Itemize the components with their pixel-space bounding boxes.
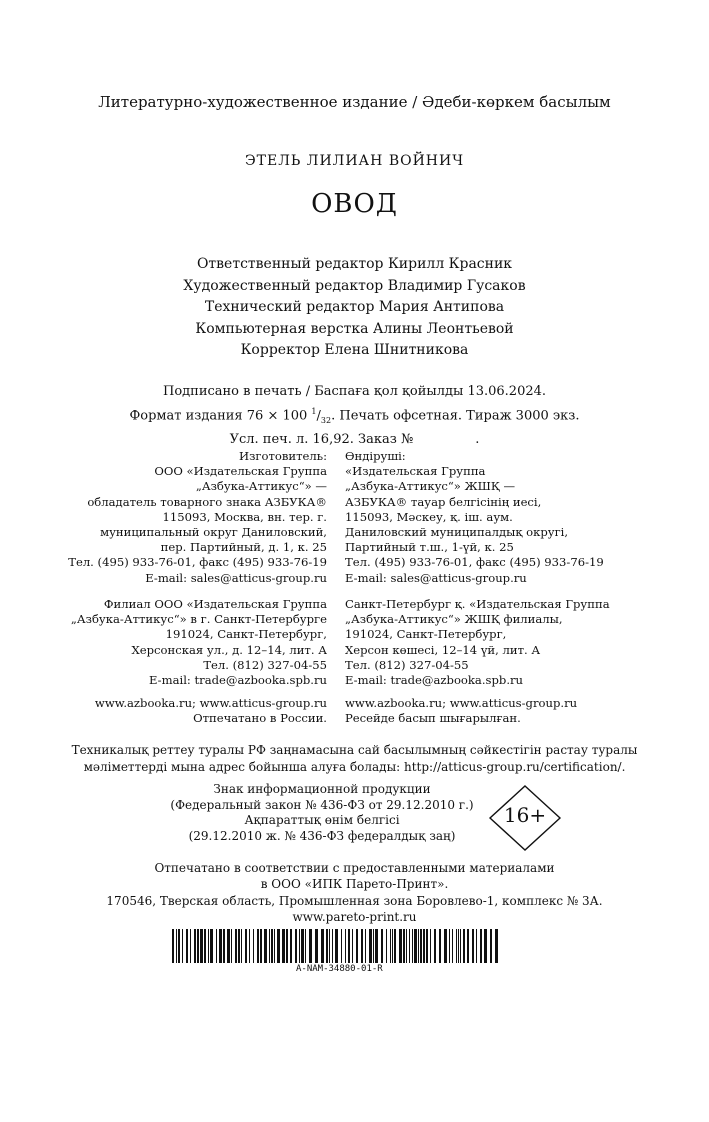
format-suffix: . Печать офсетная. Тираж 3000 экз. — [331, 407, 580, 423]
line: Знак информационной продукции — [213, 782, 431, 796]
line: Отпечатано в России. — [193, 711, 327, 726]
line: Даниловский муниципалдық округі, — [345, 525, 569, 540]
line: www.azbooka.ru; www.atticus-group.ru — [94, 696, 327, 710]
barcode-icon — [172, 929, 502, 963]
line: E-mail: sales@atticus-group.ru — [145, 570, 327, 585]
format-prefix: Формат издания 76 × 100 — [129, 407, 312, 423]
sheets-line — [0, 430, 709, 450]
info-product-sign — [162, 782, 482, 844]
line: „Азбука-Аттикус“» ЖШҚ — — [345, 479, 516, 494]
line: Партийный т.ш., 1-үй, к. 25 — [345, 540, 514, 555]
format-sup: 1 — [311, 406, 317, 416]
credit-line: Корректор Елена Шнитникова — [240, 342, 469, 358]
sheets-end: . — [475, 431, 480, 447]
line: „Азбука-Аттикус“» в г. Санкт-Петербурге — [70, 612, 327, 627]
line: пер. Партийный, д. 1, к. 25 — [160, 540, 327, 555]
credit-line: Компьютерная верстка Алины Леонтьевой — [195, 320, 514, 337]
line: Тел. (812) 327-04-55 — [345, 657, 469, 672]
line: Отпечатано в соответствии с предоставленными материалами — [154, 861, 555, 875]
line: Санкт-Петербург қ. «Издательская Группа — [345, 597, 610, 611]
line: 170546, Тверская область, Промышленная зона Боровлево-1, комплекс № 3А. — [106, 893, 603, 908]
manufacturer-kz — [345, 449, 604, 586]
line: Тел. (495) 933-76-01, факс (495) 933-76-19 — [345, 555, 604, 570]
line: E-mail: trade@azbooka.spb.ru — [345, 673, 524, 688]
line: «Издательская Группа — [345, 464, 486, 479]
line: мәліметтерді мына адрес бойынша алуға болады: http://atticus-group.ru/certification/. — [83, 760, 626, 774]
book-title: ОВОД — [311, 189, 398, 219]
barcode-text: A-NAM-34880-01-R — [296, 964, 383, 974]
certification-note — [0, 742, 709, 776]
line: Тел. (495) 933-76-01, факс (495) 933-76-19 — [68, 555, 327, 570]
line: Техникалық реттеу туралы РФ заңнамасына сай басылымның сәйкестігін растау туралы — [71, 743, 638, 757]
line: Ресейде басып шығарылған. — [345, 711, 521, 726]
line: 191024, Санкт-Петербург, — [345, 627, 507, 642]
line: (Федеральный закон № 436-ФЗ от 29.12.2010 г.) — [170, 797, 474, 812]
line: 115093, Мәскеу, қ. іш. аум. — [345, 509, 513, 524]
manufacturer-ru — [68, 449, 327, 586]
line: E-mail: sales@atticus-group.ru — [345, 570, 527, 585]
line: муниципальный округ Даниловский, — [100, 525, 327, 540]
line: Херсонская ул., д. 12–14, лит. А — [131, 642, 327, 657]
line: Тел. (812) 327-04-55 — [203, 657, 327, 672]
sheets-text: Усл. печ. л. 16,92. Заказ № — [229, 431, 414, 447]
line: Филиал ООО «Издательская Группа — [103, 597, 327, 611]
web-kz — [345, 696, 577, 726]
line: Өндіруші: — [345, 449, 406, 463]
signed-date: Подписано в печать / Баспаға қол қойылды 13.06.2024. — [162, 384, 547, 399]
branch-kz — [345, 597, 610, 688]
line: „Азбука-Аттикус“» ЖШҚ филиалы, — [345, 612, 563, 627]
branch-ru — [71, 597, 327, 688]
author-name: ЭТЕЛЬ ЛИЛИАН ВОЙНИЧ — [244, 153, 465, 169]
line: 191024, Санкт-Петербург, — [165, 627, 327, 642]
publication-data — [0, 382, 709, 449]
web-ru — [95, 696, 327, 726]
credits-block — [0, 254, 709, 362]
line: АЗБУКА® тауар белгісінің иесі, — [345, 494, 542, 509]
line: Херсон көшесі, 12–14 үй, лит. А — [345, 642, 541, 657]
format-slash: / — [316, 407, 321, 423]
line: обладатель товарного знака АЗБУКА® — [87, 494, 327, 509]
line: „Азбука-Аттикус“» — — [195, 479, 327, 494]
line: в ООО «ИПК Парето-Принт». — [260, 877, 449, 892]
credit-line: Ответственный редактор Кирилл Красник — [196, 256, 513, 272]
credit-line: Технический редактор Мария Антипова — [204, 299, 505, 315]
credit-line: Художественный редактор Владимир Гусаков — [183, 277, 526, 294]
printer-info — [0, 860, 709, 925]
format-line — [0, 402, 709, 430]
format-sub: 32 — [320, 415, 332, 425]
line: www.azbooka.ru; www.atticus-group.ru — [345, 696, 578, 710]
line: Ақпараттық өнім белгісі — [244, 813, 400, 828]
line: 115093, Москва, вн. тер. г. — [162, 509, 327, 524]
edition-type: Литературно-художественное издание / Әдеби-көркем басылым — [98, 93, 611, 111]
line: Изготовитель: — [239, 449, 327, 463]
line: E-mail: trade@azbooka.spb.ru — [148, 673, 327, 688]
age-rating: 16+ — [503, 803, 547, 827]
line: (29.12.2010 ж. № 436-ФЗ федералдық заң) — [188, 828, 456, 843]
line: ООО «Издательская Группа — [154, 464, 327, 479]
line: www.pareto-print.ru — [292, 909, 417, 924]
